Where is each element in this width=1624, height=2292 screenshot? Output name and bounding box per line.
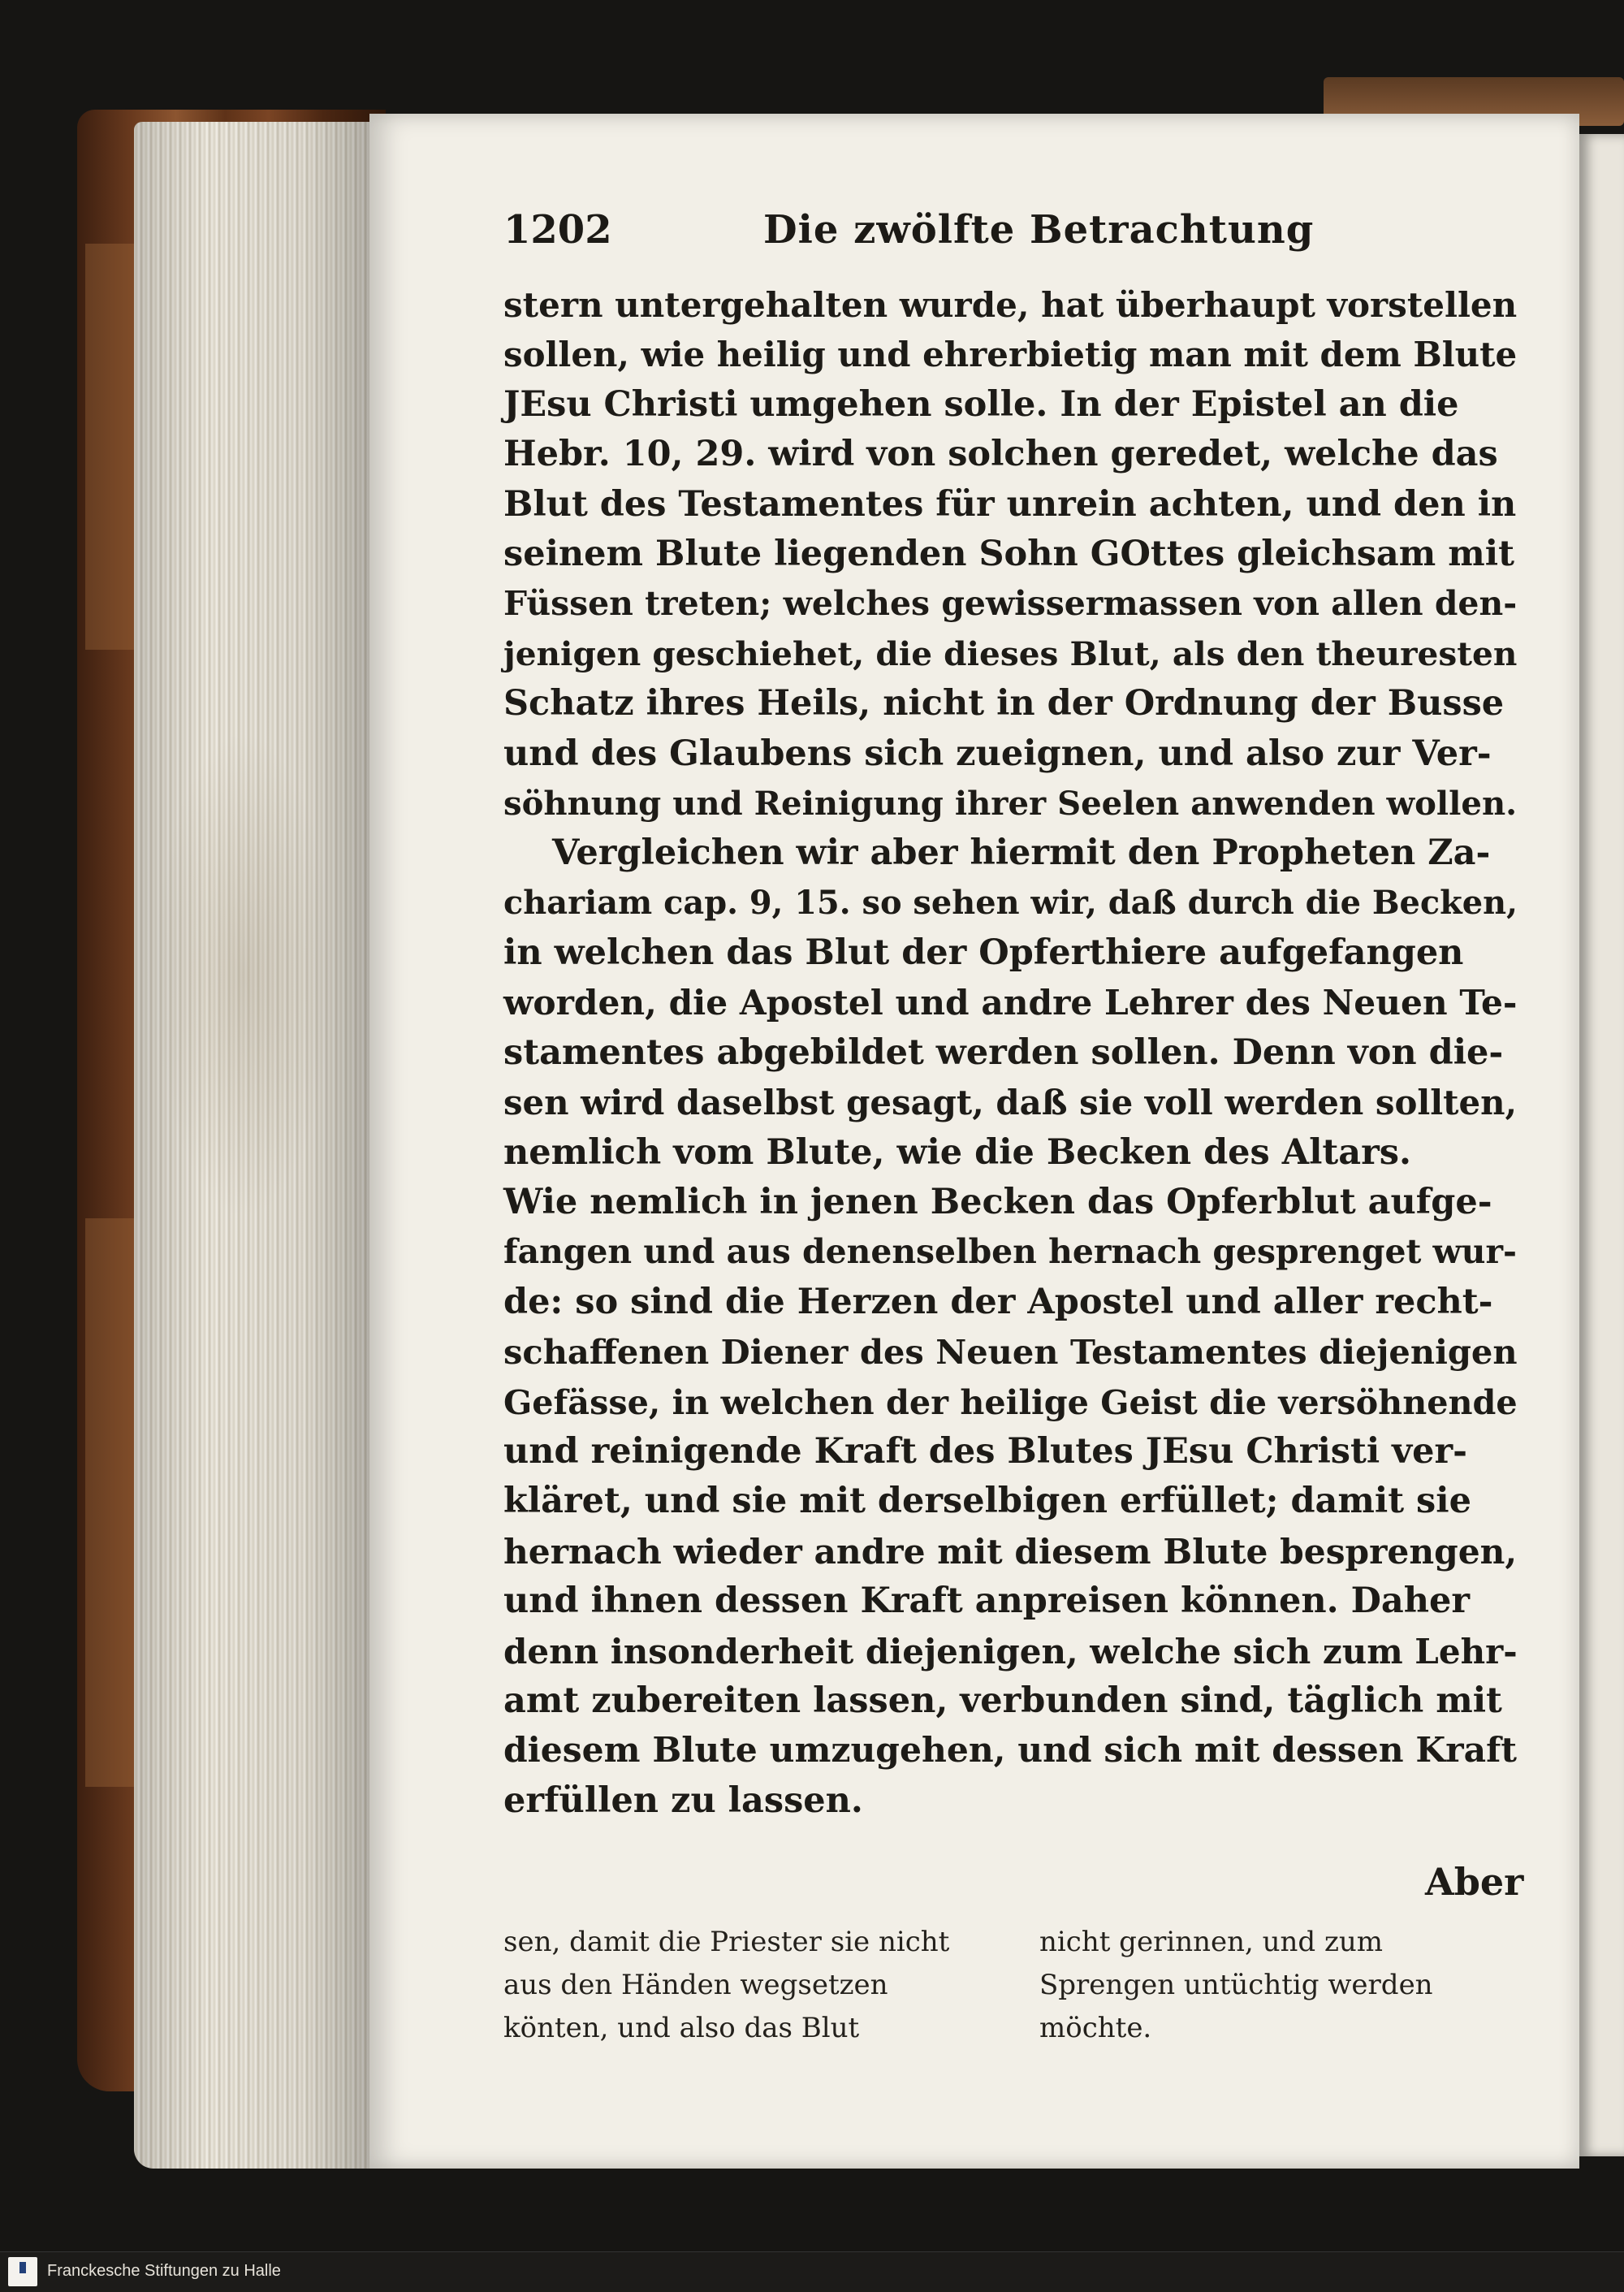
text-line: in welchen das Blut der Opferthiere aufgefangen xyxy=(503,932,1464,974)
text-line: kläret, und sie mit derselbigen erfüllet; damit sie xyxy=(503,1481,1471,1522)
text-line: JEsu Christi umgehen solle. In der Epistel an die xyxy=(503,383,1459,425)
page-edges-shadow xyxy=(134,122,378,2169)
text-line: seinem Blute liegenden Sohn GOttes gleichsam mit xyxy=(503,533,1514,574)
catchword: Aber xyxy=(1425,1860,1524,1904)
footnote-line: könten, und also das Blut xyxy=(503,2012,860,2044)
running-title: Die zwölfte Betrachtung xyxy=(763,207,1315,253)
text-line: und ihnen dessen Kraft anpreisen können. Daher xyxy=(503,1581,1470,1622)
text-line: schaffenen Diener des Neuen Testamentes diejenigen xyxy=(503,1332,1518,1373)
text-line: sen wird daselbst gesagt, daß sie voll werden sollten, xyxy=(503,1083,1518,1123)
text-line: Füssen treten; welches gewissermassen von allen den- xyxy=(503,584,1518,624)
footnote-line: aus den Händen wegsetzen xyxy=(503,1969,888,2001)
text-line: nemlich vom Blute, wie die Becken des Altars. xyxy=(503,1131,1411,1173)
text-line: Wie nemlich in jenen Becken das Opferblut aufge- xyxy=(503,1182,1492,1223)
viewer-footer xyxy=(0,2251,1624,2292)
text-line: denn insonderheit diejenigen, welche sich zum Lehr- xyxy=(503,1631,1518,1671)
footnote-line: nicht gerinnen, und zum xyxy=(1039,1926,1384,1958)
institution-logo-icon xyxy=(8,2257,37,2286)
footnote-column-left xyxy=(503,1921,991,2050)
text-line: worden, die Apostel und andre Lehrer des Neuen Te- xyxy=(503,982,1518,1023)
cover-texture xyxy=(85,244,134,650)
institution-name: Franckesche Stiftungen zu Halle xyxy=(47,2262,281,2280)
footnote-line: Sprengen untüchtig werden xyxy=(1039,1969,1433,2001)
text-line: stamentes abgebildet werden sollen. Denn von die- xyxy=(503,1031,1504,1073)
text-line: amt zubereiten lassen, verbunden sind, täglich mit xyxy=(503,1680,1502,1721)
text-line: Vergleichen wir aber hiermit den Propheten Za- xyxy=(552,832,1491,874)
text-line: Schatz ihres Heils, nicht in der Ordnung der Busse xyxy=(503,683,1505,724)
text-line: und des Glaubens sich zueignen, und also zur Ver- xyxy=(503,733,1492,774)
page-number: 1202 xyxy=(503,207,612,253)
text-line: und reinigende Kraft des Blutes JEsu Christi ver- xyxy=(503,1430,1468,1472)
footnote-line: möchte. xyxy=(1039,2012,1152,2044)
text-line: stern untergehalten wurde, hat überhaupt vorstellen xyxy=(503,285,1518,325)
text-line: Hebr. 10, 29. wird von solchen geredet, welche das xyxy=(503,434,1498,475)
text-line: chariam cap. 9, 15. so sehen wir, daß durch die Becken, xyxy=(503,884,1518,922)
text-line: söhnung und Reinigung ihrer Seelen anwenden wollen. xyxy=(503,784,1518,823)
text-line: Blut des Testamentes für unrein achten, und den in xyxy=(503,483,1517,525)
text-line: fangen und aus denenselben hernach gesprenget wur- xyxy=(503,1232,1517,1272)
text-line: de: so sind die Herzen der Apostel und aller recht- xyxy=(503,1281,1493,1322)
cover-texture xyxy=(85,1218,134,1787)
text-line: sollen, wie heilig und ehrerbietig man mit dem Blute xyxy=(503,335,1518,375)
page-header xyxy=(503,207,1527,264)
text-line: diesem Blute umzugehen, und sich mit dessen Kraft xyxy=(503,1730,1517,1771)
text-line: Gefässe, in welchen der heilige Geist die versöhnende xyxy=(503,1382,1518,1422)
text-line: hernach wieder andre mit diesem Blute besprengen, xyxy=(503,1530,1518,1572)
footnote-column-right xyxy=(1039,1921,1527,2050)
text-line: jenigen geschiehet, die dieses Blut, als den theuresten xyxy=(503,634,1518,673)
body-text xyxy=(503,280,1522,1826)
opposite-page xyxy=(1579,134,1624,2156)
text-line: erfüllen zu lassen. xyxy=(503,1780,863,1821)
footnote-line: sen, damit die Priester sie nicht xyxy=(503,1926,950,1958)
footnotes xyxy=(503,1921,1527,2059)
